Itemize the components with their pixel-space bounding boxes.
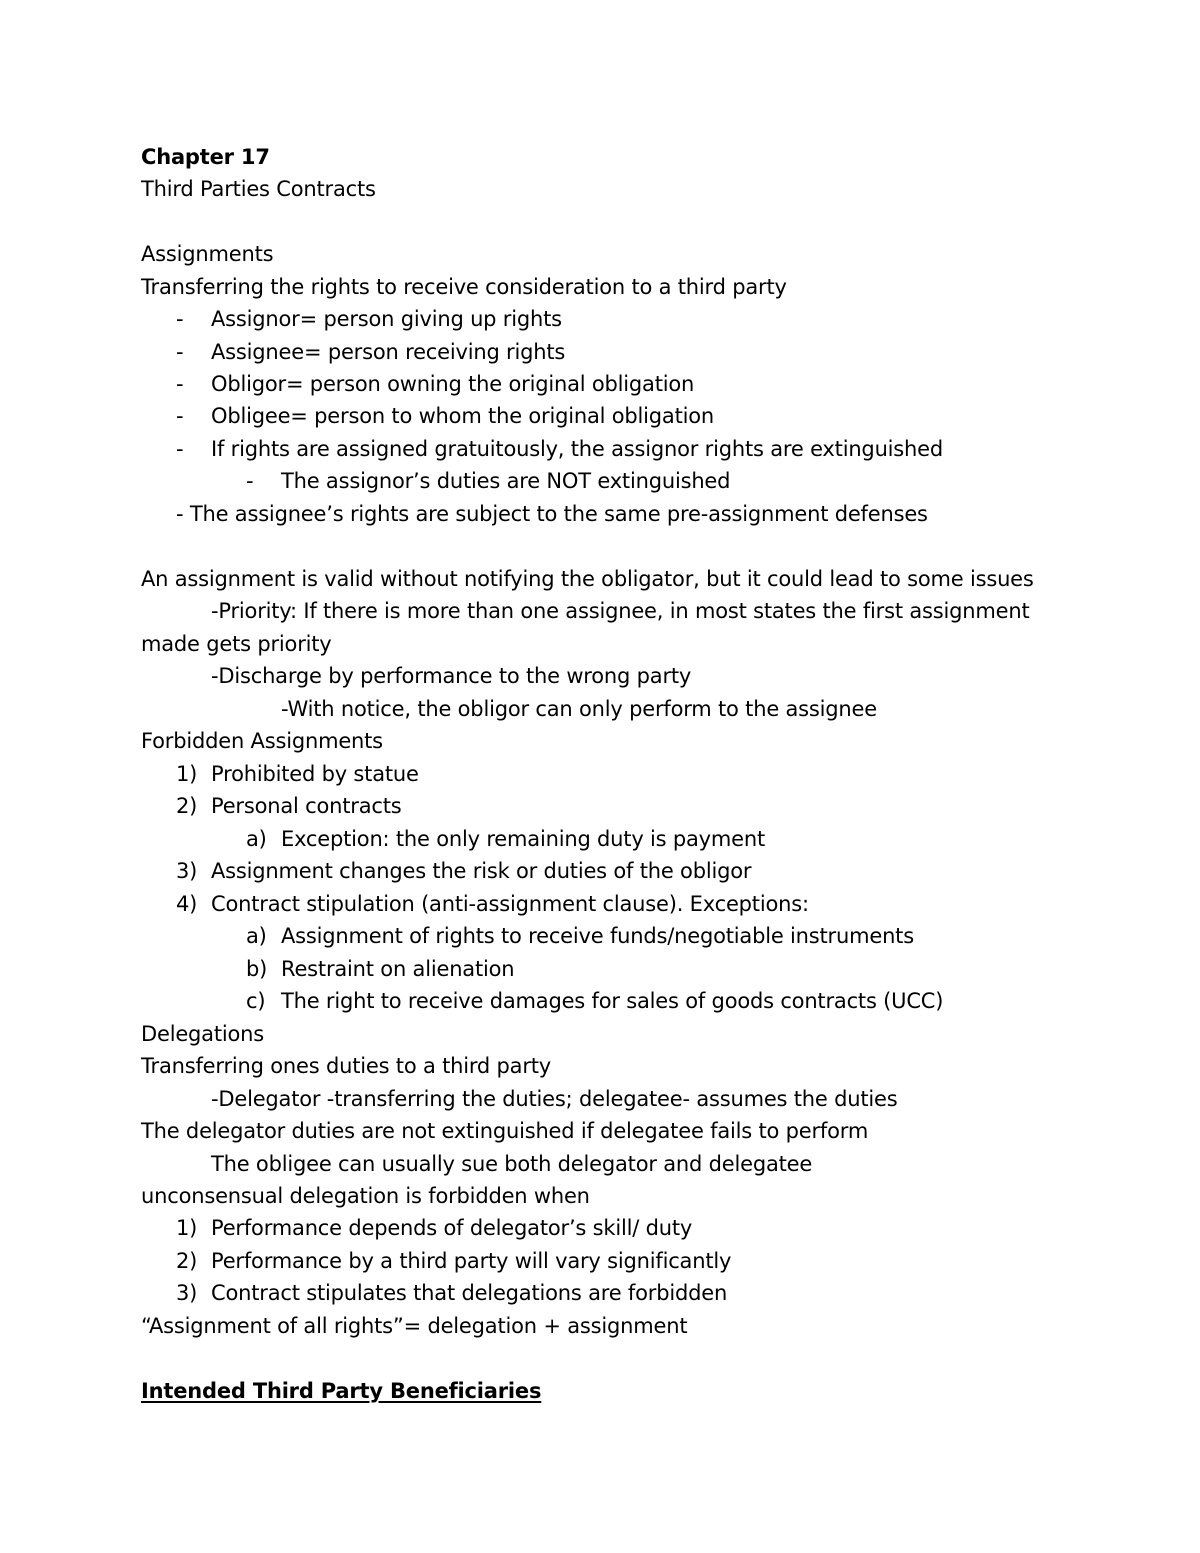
list-item-text: The assignor’s duties are NOT extinguished xyxy=(281,469,731,493)
list-item-text: Assignment of rights to receive funds/negotiable instruments xyxy=(281,924,914,948)
text-line: made gets priority xyxy=(141,632,332,656)
list-marker: - xyxy=(246,469,254,493)
list-item-text: Exception: the only remaining duty is payment xyxy=(281,827,766,851)
text-line: An assignment is valid without notifying the obligator, but it could lead to some issues xyxy=(141,567,1034,591)
text-line: “Assignment of all rights”= delegation + assignment xyxy=(141,1314,688,1338)
list-marker: 4) xyxy=(176,892,198,916)
list-marker: - xyxy=(176,340,184,364)
list-item-text: Restraint on alienation xyxy=(281,957,515,981)
list-item-text: Assignment changes the risk or duties of the obligor xyxy=(211,859,752,883)
list-item-text: Personal contracts xyxy=(211,794,402,818)
list-marker: c) xyxy=(246,989,266,1013)
list-item-text: Obligor= person owning the original obligation xyxy=(211,372,695,396)
document-subtitle: Third Parties Contracts xyxy=(141,177,376,201)
list-marker: b) xyxy=(246,957,268,981)
list-marker: a) xyxy=(246,827,267,851)
list-marker: 1) xyxy=(176,1216,198,1240)
list-item-text: Assignor= person giving up rights xyxy=(211,307,562,331)
list-marker: - xyxy=(176,437,184,461)
text-line: -Delegator -transferring the duties; delegatee- assumes the duties xyxy=(211,1087,898,1111)
list-item-text: Prohibited by statue xyxy=(211,762,419,786)
list-item-text: Contract stipulation (anti-assignment clause). Exceptions: xyxy=(211,892,809,916)
list-marker: 3) xyxy=(176,1281,198,1305)
list-item-text: Performance by a third party will vary significantly xyxy=(211,1249,732,1273)
section-heading-delegations: Delegations xyxy=(141,1022,265,1046)
text-line: unconsensual delegation is forbidden when xyxy=(141,1184,590,1208)
list-marker: 3) xyxy=(176,859,198,883)
list-item-text: Performance depends of delegator’s skill/ duty xyxy=(211,1216,693,1240)
text-line: - The assignee’s rights are subject to the same pre-assignment defenses xyxy=(176,502,928,526)
list-marker: - xyxy=(176,404,184,428)
list-marker: - xyxy=(176,307,184,331)
section-heading-forbidden-assignments: Forbidden Assignments xyxy=(141,729,383,753)
text-line: -Priority: If there is more than one assignee, in most states the first assignment xyxy=(211,599,1030,623)
list-marker: a) xyxy=(246,924,267,948)
list-marker: 2) xyxy=(176,794,198,818)
list-marker: 1) xyxy=(176,762,198,786)
text-line: Transferring the rights to receive consideration to a third party xyxy=(141,275,787,299)
text-line: The obligee can usually sue both delegator and delegatee xyxy=(211,1152,813,1176)
text-line: Transferring ones duties to a third party xyxy=(141,1054,552,1078)
section-heading-assignments: Assignments xyxy=(141,242,274,266)
list-marker: 2) xyxy=(176,1249,198,1273)
text-line: -With notice, the obligor can only perform to the assignee xyxy=(281,697,877,721)
list-item-text: If rights are assigned gratuitously, the assignor rights are extinguished xyxy=(211,437,944,461)
chapter-heading: Chapter 17 xyxy=(141,145,270,169)
text-line: -Discharge by performance to the wrong party xyxy=(211,664,692,688)
list-marker: - xyxy=(176,372,184,396)
text-line: The delegator duties are not extinguished if delegatee fails to perform xyxy=(141,1119,869,1143)
list-item-text: Assignee= person receiving rights xyxy=(211,340,566,364)
list-item-text: Contract stipulates that delegations are forbidden xyxy=(211,1281,728,1305)
list-item-text: The right to receive damages for sales of goods contracts (UCC) xyxy=(281,989,944,1013)
list-item-text: Obligee= person to whom the original obligation xyxy=(211,404,715,428)
section-heading-intended-beneficiaries: Intended Third Party Beneficiaries xyxy=(141,1379,542,1403)
